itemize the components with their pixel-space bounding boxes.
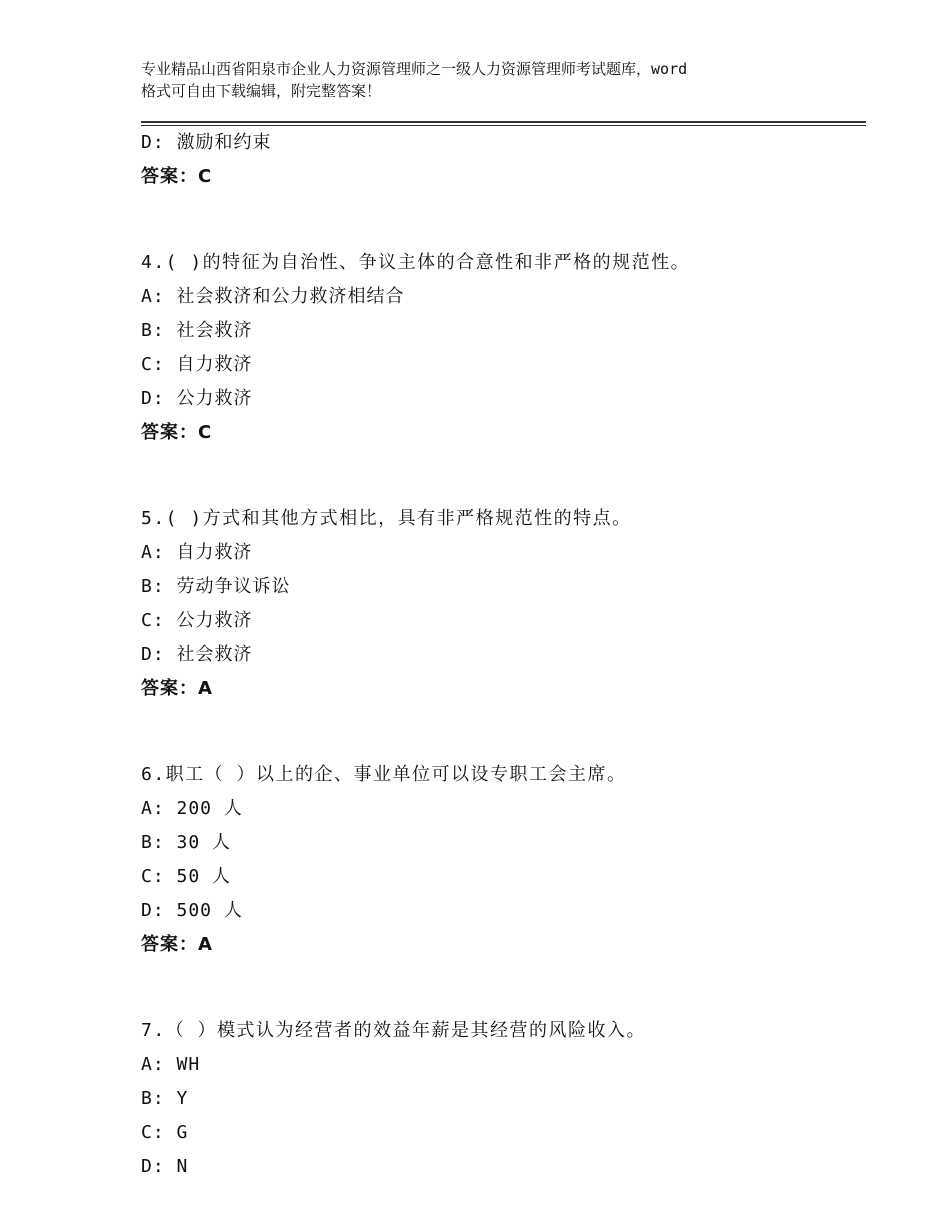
option-c: C: 自力救济 [141, 354, 253, 375]
header-rule-thick [141, 121, 866, 123]
option-d: D: 社会救济 [141, 644, 253, 665]
option-a: A: 社会救济和公力救济相结合 [141, 286, 405, 307]
header-line-2: 格式可自由下载编辑，附完整答案！ [141, 82, 382, 100]
option-b: B: 劳动争议诉讼 [141, 576, 291, 597]
question-stem: 6.职工（ ）以上的企、事业单位可以设专职工会主席。 [141, 764, 627, 785]
question-stem: 4.( )的特征为自治性、争议主体的合意性和非严格的规范性。 [141, 252, 691, 273]
option-a: A: 200 人 [141, 798, 243, 819]
option-a: A: 自力救济 [141, 542, 253, 563]
question-5 [141, 502, 866, 706]
question-6 [141, 758, 866, 962]
option-d: D: 500 人 [141, 900, 243, 921]
prev-answer: 答案：C [141, 166, 213, 187]
prev-option-d: D: 激励和约束 [141, 132, 272, 153]
option-d: D: N [141, 1156, 189, 1177]
option-b: B: 30 人 [141, 832, 232, 853]
option-b: B: 社会救济 [141, 320, 253, 341]
question-stem: 5.( )方式和其他方式相比，具有非严格规范性的特点。 [141, 508, 632, 529]
question-stem: 7.（ ）模式认为经营者的效益年薪是其经营的风险收入。 [141, 1020, 647, 1041]
option-c: C: 公力救济 [141, 610, 253, 631]
option-d: D: 公力救济 [141, 388, 253, 409]
option-a: A: WH [141, 1054, 201, 1075]
answer: 答案：C [141, 422, 213, 443]
option-c: C: 50 人 [141, 866, 232, 887]
option-c: C: G [141, 1122, 189, 1143]
option-b: B: Y [141, 1088, 189, 1109]
header-line-1: 专业精品山西省阳泉市企业人力资源管理师之一级人力资源管理师考试题库，word [141, 60, 688, 78]
answer: 答案：A [141, 678, 213, 699]
document-header [141, 58, 841, 102]
question-4 [141, 246, 866, 450]
question-list [141, 126, 866, 1184]
question-7 [141, 1014, 866, 1184]
answer: 答案：A [141, 934, 213, 955]
